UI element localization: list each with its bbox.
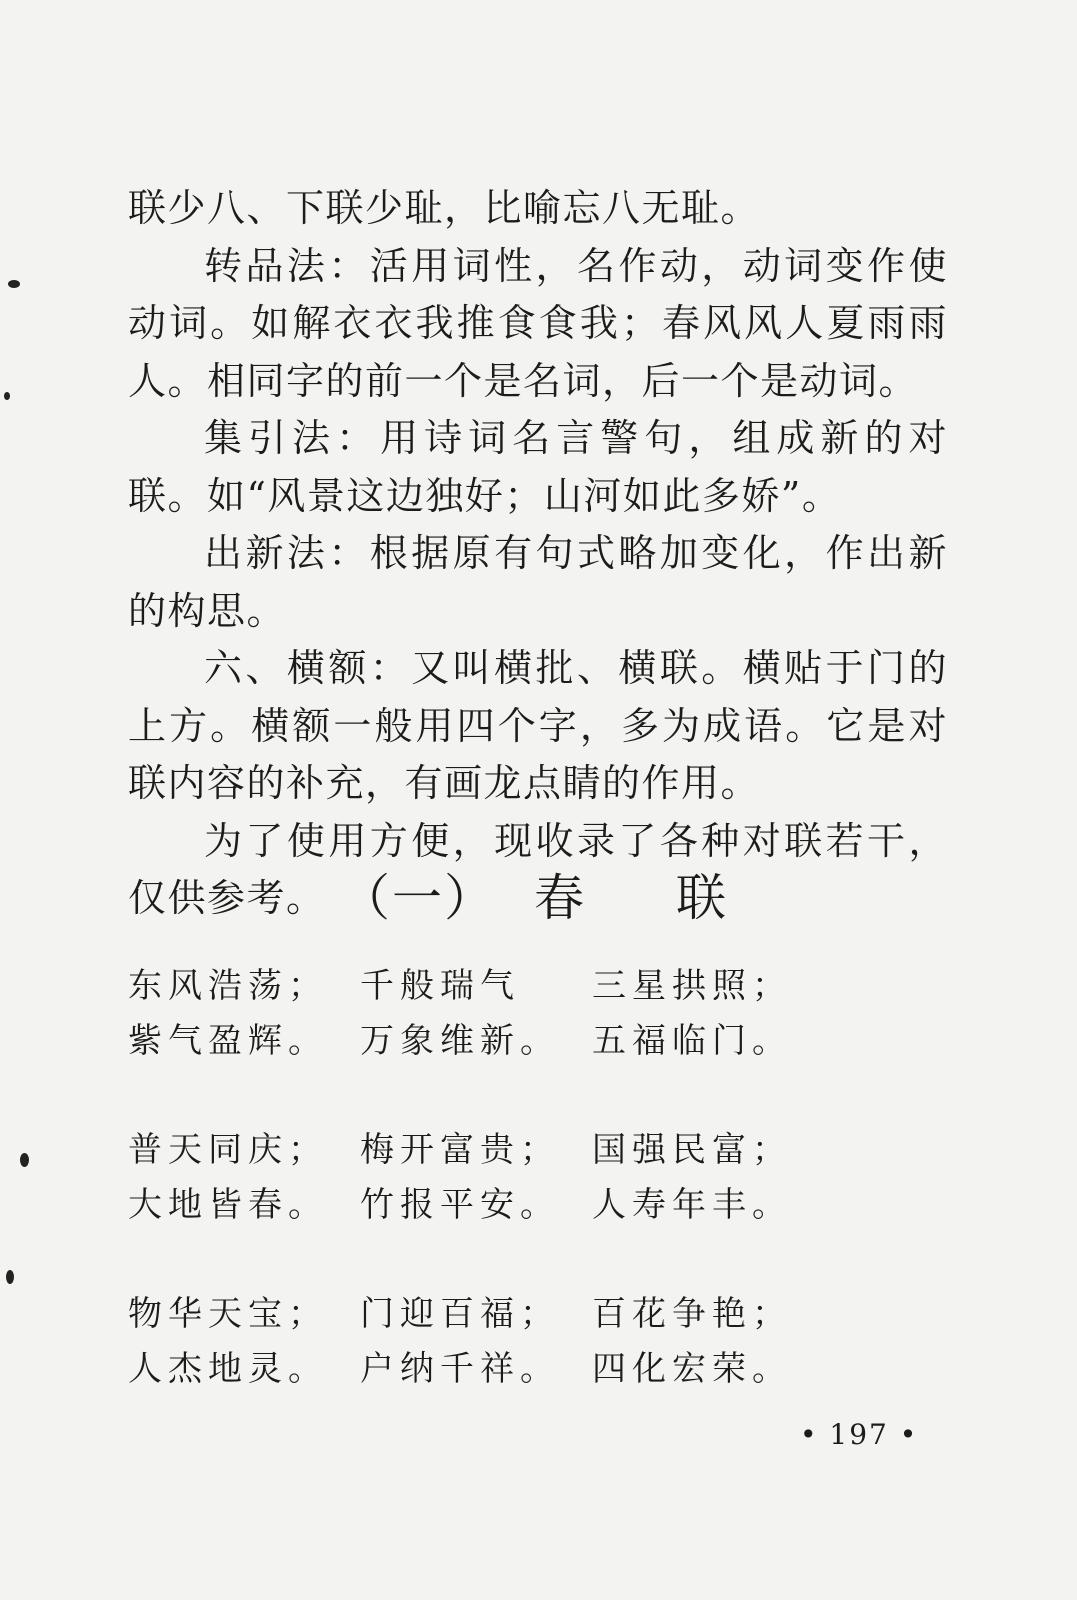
page-number: • 197 • (800, 1418, 919, 1451)
couplet-list (128, 960, 824, 1452)
scan-speck (6, 1270, 14, 1284)
couplet-first-line: 国强民富； (592, 1130, 792, 1170)
couplet (592, 960, 824, 1124)
couplet-first-line: 梅开富贵； (360, 1130, 560, 1170)
couplet (128, 960, 360, 1124)
couplet-row (128, 1288, 824, 1452)
couplet-first-line: 门迎百福； (360, 1294, 560, 1334)
paragraph-4: 出新法：根据原有句式略加变化，作出新的构思。 (128, 531, 948, 633)
scan-speck (4, 392, 10, 400)
couplet-row (128, 960, 824, 1124)
couplet (128, 1288, 360, 1452)
couplet-first-line: 东风浩荡； (128, 966, 328, 1006)
paragraph-6: 为了使用方便，现收录了各种对联若干，仅供参考。 (128, 818, 948, 920)
couplet-first-line: 物华天宝； (128, 1294, 328, 1334)
couplet-second-line: 大地皆春。 (128, 1185, 328, 1225)
couplet-second-line: 四化宏荣。 (592, 1349, 792, 1389)
paragraph-5: 六、横额：又叫横批、横联。横贴于门的上方。横额一般用四个字，多为成语。它是对联内容的补充，有画龙点睛的作用。 (128, 646, 948, 805)
couplet-second-line: 五福临门。 (592, 1021, 792, 1061)
couplet-first-line: 普天同庆； (128, 1130, 328, 1170)
couplet-row (128, 1124, 824, 1288)
couplet-first-line: 千般瑞气 (360, 966, 520, 1006)
section-number: （一） (340, 869, 496, 927)
couplet (360, 960, 592, 1124)
couplet-first-line: 三星拱照； (592, 966, 792, 1006)
couplet-second-line: 紫气盈辉。 (128, 1021, 328, 1061)
couplet-second-line: 户纳千祥。 (360, 1349, 560, 1389)
paragraph-3: 集引法：用诗词名言警句，组成新的对联。如“风景这边独好；山河如此多娇”。 (128, 416, 948, 518)
couplet (128, 1124, 360, 1288)
couplet-first-line: 百花争艳； (592, 1294, 792, 1334)
couplet (592, 1124, 824, 1288)
body-text (128, 180, 948, 928)
scan-speck (20, 1153, 29, 1167)
paragraph-1: 联少八、下联少耻，比喻忘八无耻。 (128, 186, 761, 230)
paragraph-2: 转品法：活用词性，名作动，动词变作使动词。如解衣衣我推食食我；春风风人夏雨雨人。相同字的前一个是名词，后一个是动词。 (128, 243, 948, 403)
couplet (592, 1288, 824, 1452)
couplet-second-line: 竹报平安。 (360, 1185, 560, 1225)
couplet-second-line: 人寿年丰。 (592, 1185, 792, 1225)
section-title-char-2: 联 (676, 869, 728, 927)
couplet-second-line: 万象维新。 (360, 1021, 560, 1061)
couplet (360, 1288, 592, 1452)
couplet-second-line: 人杰地灵。 (128, 1349, 328, 1389)
scan-speck (8, 280, 20, 288)
couplet (360, 1124, 592, 1288)
section-title (340, 868, 728, 928)
section-title-char-1: 春 (534, 869, 586, 927)
